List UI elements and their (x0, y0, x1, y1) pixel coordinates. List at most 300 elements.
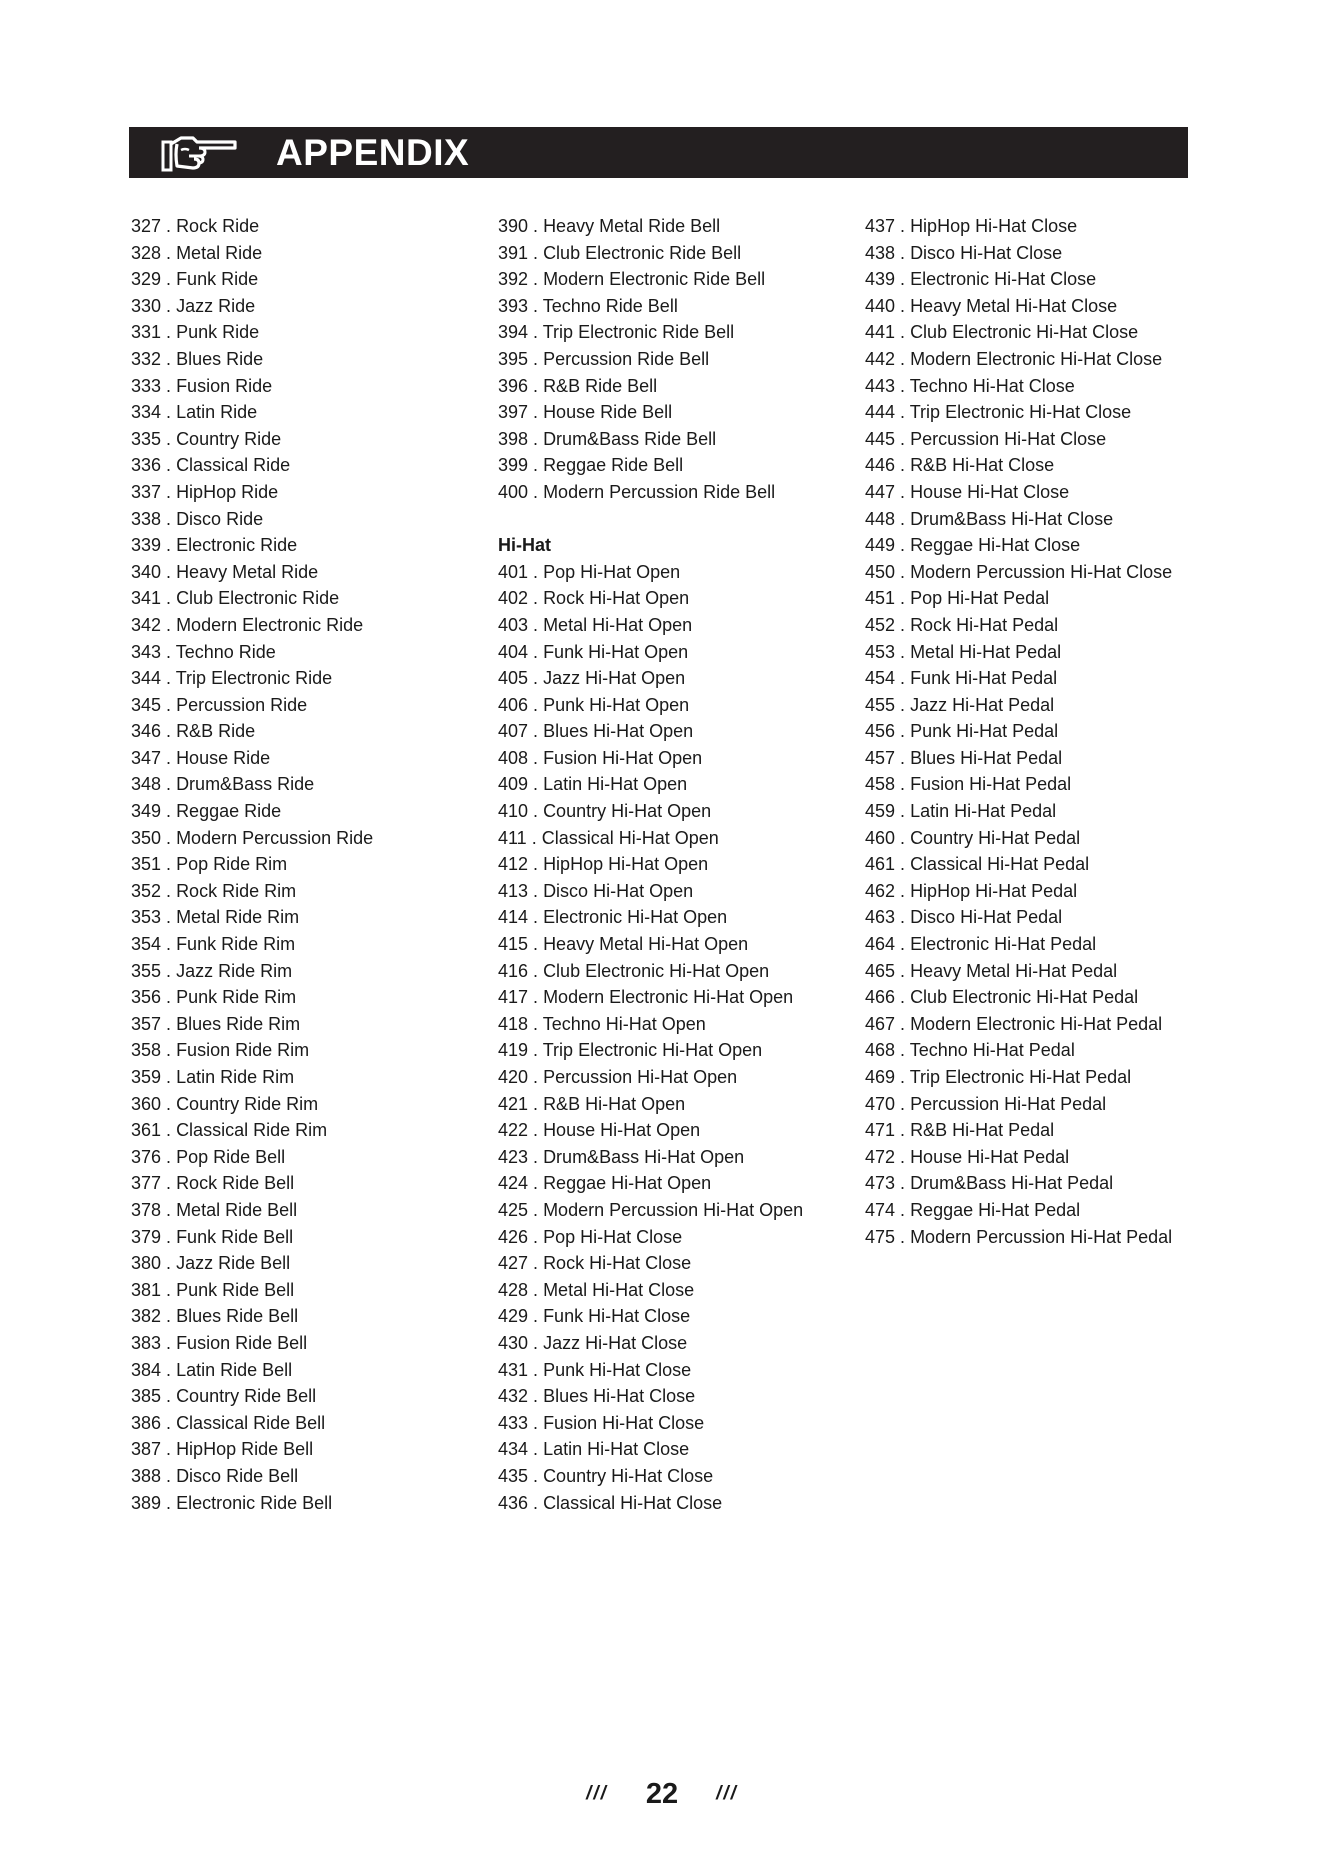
list-item (498, 585, 803, 612)
item-label: Club Electronic Ride Bell (543, 242, 742, 263)
list-item (498, 904, 803, 931)
item-label: Percussion Hi-Hat Close (910, 428, 1107, 449)
item-label: Techno Hi-Hat Open (542, 1013, 706, 1034)
list-item (498, 1011, 803, 1038)
item-label: Electronic Hi-Hat Open (543, 907, 728, 928)
item-label: Heavy Metal Hi-Hat Pedal (910, 960, 1118, 981)
item-separator: . (895, 561, 911, 582)
item-separator: . (161, 1226, 177, 1247)
item-number: 392 (498, 269, 529, 290)
item-separator: . (528, 242, 544, 263)
item-separator: . (161, 934, 177, 955)
item-label: Electronic Hi-Hat Close (910, 269, 1097, 290)
list-item (498, 452, 803, 479)
item-label: Funk Hi-Hat Pedal (910, 668, 1058, 689)
item-number: 329 (131, 269, 162, 290)
item-label: Percussion Hi-Hat Open (543, 1067, 738, 1087)
item-number: 353 (131, 907, 162, 928)
list-item (865, 1091, 1172, 1118)
item-number: 348 (131, 774, 162, 795)
item-number: 415 (498, 934, 529, 955)
item-number: 457 (865, 747, 896, 768)
item-number: 473 (865, 1173, 896, 1194)
item-label: Punk Ride Bell (176, 1279, 295, 1300)
item-separator: . (895, 1173, 911, 1194)
item-label: Heavy Metal Ride Bell (543, 216, 721, 236)
item-separator: . (161, 774, 177, 795)
item-label: Drum&Bass Ride Bell (543, 428, 717, 449)
list-item (498, 878, 803, 905)
list-item (865, 1197, 1172, 1224)
item-separator: . (528, 402, 544, 423)
item-number: 391 (498, 242, 529, 263)
list-item (498, 931, 803, 958)
list-item (865, 479, 1172, 506)
item-number: 400 (498, 481, 529, 502)
list-item (131, 479, 373, 506)
item-separator: . (895, 641, 911, 662)
item-separator: . (895, 375, 910, 396)
item-number: 465 (865, 960, 896, 981)
list-item (498, 798, 803, 825)
item-separator: . (895, 880, 911, 901)
item-number: 386 (131, 1412, 162, 1433)
item-separator: . (161, 907, 177, 928)
item-separator: . (895, 535, 911, 556)
item-number: 427 (498, 1253, 529, 1274)
item-separator: . (895, 854, 911, 875)
list-item (498, 612, 803, 639)
list-item (865, 585, 1172, 612)
item-label: Modern Electronic Hi-Hat Open (543, 987, 794, 1008)
list-item (131, 692, 373, 719)
item-number: 431 (498, 1359, 529, 1380)
item-separator: . (161, 854, 177, 875)
item-label: HipHop Ride (176, 481, 279, 502)
item-number: 407 (498, 721, 529, 742)
item-number: 453 (865, 641, 896, 662)
list-item (131, 771, 373, 798)
item-number: 464 (865, 934, 896, 955)
list-item (498, 559, 803, 586)
list-item (131, 1330, 373, 1357)
list-item (865, 639, 1172, 666)
item-separator: . (161, 428, 177, 449)
item-number: 395 (498, 348, 529, 369)
item-number: 397 (498, 402, 529, 423)
item-separator: . (161, 668, 176, 689)
item-label: Classical Ride (176, 455, 291, 476)
item-number: 389 (131, 1492, 162, 1513)
item-number: 409 (498, 774, 529, 795)
item-number: 424 (498, 1173, 529, 1194)
list-item (865, 1170, 1172, 1197)
item-label: Funk Ride (176, 269, 259, 290)
item-label: Rock Hi-Hat Close (543, 1253, 692, 1274)
item-label: R&B Ride (176, 721, 256, 742)
item-number: 343 (131, 641, 162, 662)
item-number: 344 (131, 668, 162, 689)
item-label: Classical Hi-Hat Pedal (910, 854, 1090, 875)
item-separator: . (161, 1120, 177, 1141)
item-label: Disco Hi-Hat Close (910, 242, 1063, 263)
item-label: Rock Ride (176, 216, 260, 236)
item-number: 331 (131, 322, 162, 343)
item-label: Pop Hi-Hat Close (543, 1226, 683, 1247)
list-item (498, 1117, 803, 1144)
item-number: 447 (865, 481, 896, 502)
list-item (865, 904, 1172, 931)
item-label: Modern Electronic Hi-Hat Close (910, 348, 1163, 369)
list-item (131, 266, 373, 293)
item-separator: . (161, 1173, 177, 1194)
list-item (865, 266, 1172, 293)
item-label: Percussion Hi-Hat Pedal (910, 1093, 1107, 1114)
item-separator: . (895, 1199, 911, 1220)
list-item (865, 718, 1172, 745)
list-item (865, 771, 1172, 798)
item-separator: . (161, 1306, 177, 1327)
item-number: 429 (498, 1306, 529, 1327)
item-label: Fusion Hi-Hat Open (543, 747, 703, 768)
item-separator: . (161, 1439, 177, 1460)
list-item (131, 240, 373, 267)
item-label: Funk Hi-Hat Open (543, 641, 689, 662)
list-item (498, 745, 803, 772)
list-item (865, 426, 1172, 453)
list-item (865, 1064, 1172, 1091)
page-title: APPENDIX (276, 132, 470, 173)
item-number: 399 (498, 455, 529, 476)
item-label: Latin Hi-Hat Pedal (910, 801, 1057, 822)
item-label: Latin Ride Bell (176, 1359, 293, 1380)
list-item (498, 1330, 803, 1357)
item-number: 436 (498, 1492, 529, 1513)
item-label: Country Hi-Hat Pedal (910, 827, 1081, 848)
item-label: Metal Hi-Hat Open (543, 614, 693, 635)
item-separator: . (528, 348, 544, 369)
item-label: Drum&Bass Hi-Hat Close (910, 508, 1114, 529)
item-separator: . (161, 641, 176, 662)
item-number: 380 (131, 1253, 162, 1274)
item-number: 388 (131, 1465, 162, 1486)
item-label: R&B Hi-Hat Open (543, 1093, 686, 1114)
item-label: Metal Hi-Hat Close (543, 1279, 695, 1300)
list-item (865, 958, 1172, 985)
item-separator: . (528, 668, 544, 689)
item-label: Modern Electronic Ride Bell (543, 269, 766, 290)
item-separator: . (528, 907, 544, 928)
list-item (865, 346, 1172, 373)
list-item (131, 718, 373, 745)
list-item (865, 319, 1172, 346)
item-separator: . (161, 880, 177, 901)
item-number: 416 (498, 960, 529, 981)
list-item (498, 1224, 803, 1251)
item-label: Disco Hi-Hat Open (543, 880, 694, 901)
item-number: 466 (865, 987, 896, 1008)
list-item (498, 1463, 803, 1490)
item-label: House Hi-Hat Open (543, 1120, 701, 1141)
item-number: 452 (865, 614, 896, 635)
item-number: 379 (131, 1226, 162, 1247)
item-number: 456 (865, 721, 896, 742)
item-separator: . (528, 1332, 544, 1353)
list-item (865, 878, 1172, 905)
list-item (865, 745, 1172, 772)
item-label: Club Electronic Hi-Hat Pedal (910, 987, 1139, 1008)
list-item (131, 745, 373, 772)
item-label: Trip Electronic Hi-Hat Close (909, 402, 1132, 423)
item-label: Pop Ride Bell (176, 1146, 286, 1167)
item-separator: . (528, 1412, 544, 1433)
pointing-hand-icon (159, 132, 239, 174)
item-separator: . (895, 801, 911, 822)
item-number: 358 (131, 1040, 162, 1061)
item-number: 445 (865, 428, 896, 449)
item-number: 393 (498, 295, 529, 316)
list-item (498, 958, 803, 985)
list-item (131, 1410, 373, 1437)
item-label: Classical Hi-Hat Close (543, 1492, 723, 1513)
item-number: 330 (131, 295, 162, 316)
item-separator: . (528, 1359, 544, 1380)
item-number: 377 (131, 1173, 162, 1194)
list-item (498, 851, 803, 878)
page-footer (0, 1774, 1324, 1814)
item-label: Fusion Ride Bell (176, 1332, 308, 1353)
item-separator: . (528, 481, 544, 502)
item-number: 459 (865, 801, 896, 822)
list-item (498, 1091, 803, 1118)
item-number: 470 (865, 1093, 896, 1114)
item-label: House Ride (176, 747, 271, 768)
list-item (131, 904, 373, 931)
item-label: Punk Hi-Hat Open (543, 694, 690, 715)
item-separator: . (161, 322, 177, 343)
item-number: 408 (498, 747, 529, 768)
item-separator: . (161, 269, 177, 290)
list-item (131, 293, 373, 320)
item-label: House Hi-Hat Pedal (910, 1146, 1070, 1167)
item-label: Fusion Ride (176, 375, 273, 396)
item-separator: . (895, 934, 911, 955)
item-label: Rock Hi-Hat Pedal (910, 614, 1059, 635)
list-item (131, 532, 373, 559)
item-separator: . (895, 774, 911, 795)
list-item (131, 213, 373, 240)
item-number: 438 (865, 242, 896, 263)
item-separator: . (528, 1013, 543, 1034)
list-item (131, 1436, 373, 1463)
item-separator: . (895, 216, 911, 236)
list-item (498, 665, 803, 692)
item-label: Latin Hi-Hat Close (543, 1439, 690, 1460)
item-number: 430 (498, 1332, 529, 1353)
item-number: 474 (865, 1199, 896, 1220)
item-number: 435 (498, 1465, 529, 1486)
item-label: Jazz Ride Rim (176, 960, 293, 981)
item-number: 406 (498, 694, 529, 715)
item-separator: . (161, 375, 177, 396)
item-separator: . (161, 1146, 177, 1167)
list-item (865, 1224, 1172, 1251)
item-label: Percussion Ride (176, 694, 308, 715)
list-item (131, 798, 373, 825)
item-label: Rock Ride Rim (176, 880, 297, 901)
item-label: Trip Electronic Hi-Hat Pedal (909, 1067, 1132, 1087)
item-separator: . (161, 1253, 177, 1274)
item-number: 422 (498, 1120, 529, 1141)
item-number: 390 (498, 216, 529, 236)
list-item (131, 1250, 373, 1277)
item-separator: . (895, 242, 911, 263)
item-separator: . (161, 561, 177, 582)
item-label: Drum&Bass Hi-Hat Pedal (910, 1173, 1114, 1194)
list-item (865, 1037, 1172, 1064)
item-label: Punk Hi-Hat Close (543, 1359, 692, 1380)
item-number: 469 (865, 1067, 896, 1087)
list-item (131, 958, 373, 985)
list-item (498, 1436, 803, 1463)
list-item (498, 1357, 803, 1384)
item-separator: . (895, 987, 911, 1008)
item-number: 345 (131, 694, 162, 715)
item-number: 472 (865, 1146, 896, 1167)
item-number: 336 (131, 455, 162, 476)
item-number: 387 (131, 1439, 162, 1460)
item-label: Classical Hi-Hat Open (541, 827, 719, 848)
page-number: 22 (645, 1777, 679, 1810)
item-label: Fusion Ride Rim (176, 1040, 310, 1061)
list-item (498, 399, 803, 426)
list-item (498, 1490, 803, 1517)
item-separator: . (161, 535, 177, 556)
list-item (498, 1383, 803, 1410)
item-label: Techno Ride (175, 641, 276, 662)
item-separator: . (895, 1040, 910, 1061)
item-number: 332 (131, 348, 162, 369)
item-label: Latin Ride Rim (176, 1067, 295, 1087)
item-label: Punk Hi-Hat Pedal (910, 721, 1059, 742)
item-number: 398 (498, 428, 529, 449)
item-label: R&B Hi-Hat Close (910, 455, 1055, 476)
item-separator: . (161, 242, 177, 263)
list-item (865, 506, 1172, 533)
item-number: 421 (498, 1093, 529, 1114)
item-separator: . (528, 322, 543, 343)
item-separator: . (161, 827, 177, 848)
item-separator: . (161, 960, 177, 981)
list-item (865, 559, 1172, 586)
item-separator: . (895, 295, 911, 316)
list-item (865, 1011, 1172, 1038)
item-label: Funk Ride Bell (176, 1226, 294, 1247)
item-label: Fusion Hi-Hat Pedal (910, 774, 1072, 795)
item-label: Modern Percussion Ride (176, 827, 374, 848)
list-item (498, 319, 803, 346)
item-label: Heavy Metal Ride (176, 561, 319, 582)
list-item (131, 1197, 373, 1224)
list-item (498, 1303, 803, 1330)
item-label: Jazz Hi-Hat Open (543, 668, 686, 689)
item-separator: . (895, 960, 911, 981)
item-label: Jazz Ride (176, 295, 256, 316)
item-separator: . (161, 1040, 177, 1061)
item-separator: . (528, 1120, 544, 1141)
list-item (131, 612, 373, 639)
item-number: 455 (865, 694, 896, 715)
item-label: Latin Hi-Hat Open (543, 774, 688, 795)
list-item (131, 1224, 373, 1251)
list-item (498, 1144, 803, 1171)
item-number: 346 (131, 721, 162, 742)
list-item (498, 293, 803, 320)
item-separator: . (528, 747, 544, 768)
item-number: 444 (865, 402, 896, 423)
item-label: Funk Hi-Hat Close (543, 1306, 691, 1327)
item-separator: . (528, 295, 543, 316)
item-number: 460 (865, 827, 896, 848)
item-separator: . (161, 1492, 177, 1513)
item-separator: . (895, 508, 911, 529)
item-label: Reggae Ride Bell (543, 455, 684, 476)
item-separator: . (895, 322, 911, 343)
list-item (498, 771, 803, 798)
item-number: 354 (131, 934, 162, 955)
item-label: Country Hi-Hat Open (543, 801, 712, 822)
list-item (131, 1064, 373, 1091)
item-label: Metal Ride (176, 242, 263, 263)
appendix-column-2 (498, 213, 803, 1516)
list-item (498, 692, 803, 719)
list-item (865, 798, 1172, 825)
list-item (131, 1091, 373, 1118)
list-item (131, 1170, 373, 1197)
item-label: R&B Hi-Hat Pedal (910, 1120, 1055, 1141)
item-label: Modern Electronic Hi-Hat Pedal (910, 1013, 1163, 1034)
item-label: HipHop Hi-Hat Pedal (910, 880, 1078, 901)
item-separator: . (895, 1067, 910, 1087)
item-label: Pop Ride Rim (176, 854, 288, 875)
list-item (131, 506, 373, 533)
item-label: Heavy Metal Hi-Hat Open (543, 934, 749, 955)
item-label: Blues Hi-Hat Open (543, 721, 694, 742)
list-item (131, 559, 373, 586)
item-separator: . (528, 934, 544, 955)
item-number: 425 (498, 1199, 529, 1220)
item-separator: . (528, 216, 544, 236)
item-separator: . (528, 1439, 544, 1460)
list-item (865, 984, 1172, 1011)
item-separator: . (161, 216, 177, 236)
item-label: Club Electronic Hi-Hat Close (910, 322, 1139, 343)
item-number: 433 (498, 1412, 529, 1433)
item-separator: . (528, 694, 544, 715)
item-label: Techno Ride Bell (542, 295, 678, 316)
list-item (131, 346, 373, 373)
item-number: 360 (131, 1093, 162, 1114)
item-number: 327 (131, 216, 162, 236)
list-item (131, 1463, 373, 1490)
item-number: 449 (865, 535, 896, 556)
item-number: 382 (131, 1306, 162, 1327)
item-number: 467 (865, 1013, 896, 1034)
item-number: 340 (131, 561, 162, 582)
list-item (865, 240, 1172, 267)
item-separator: . (895, 827, 911, 848)
item-label: Reggae Hi-Hat Pedal (910, 1199, 1081, 1220)
